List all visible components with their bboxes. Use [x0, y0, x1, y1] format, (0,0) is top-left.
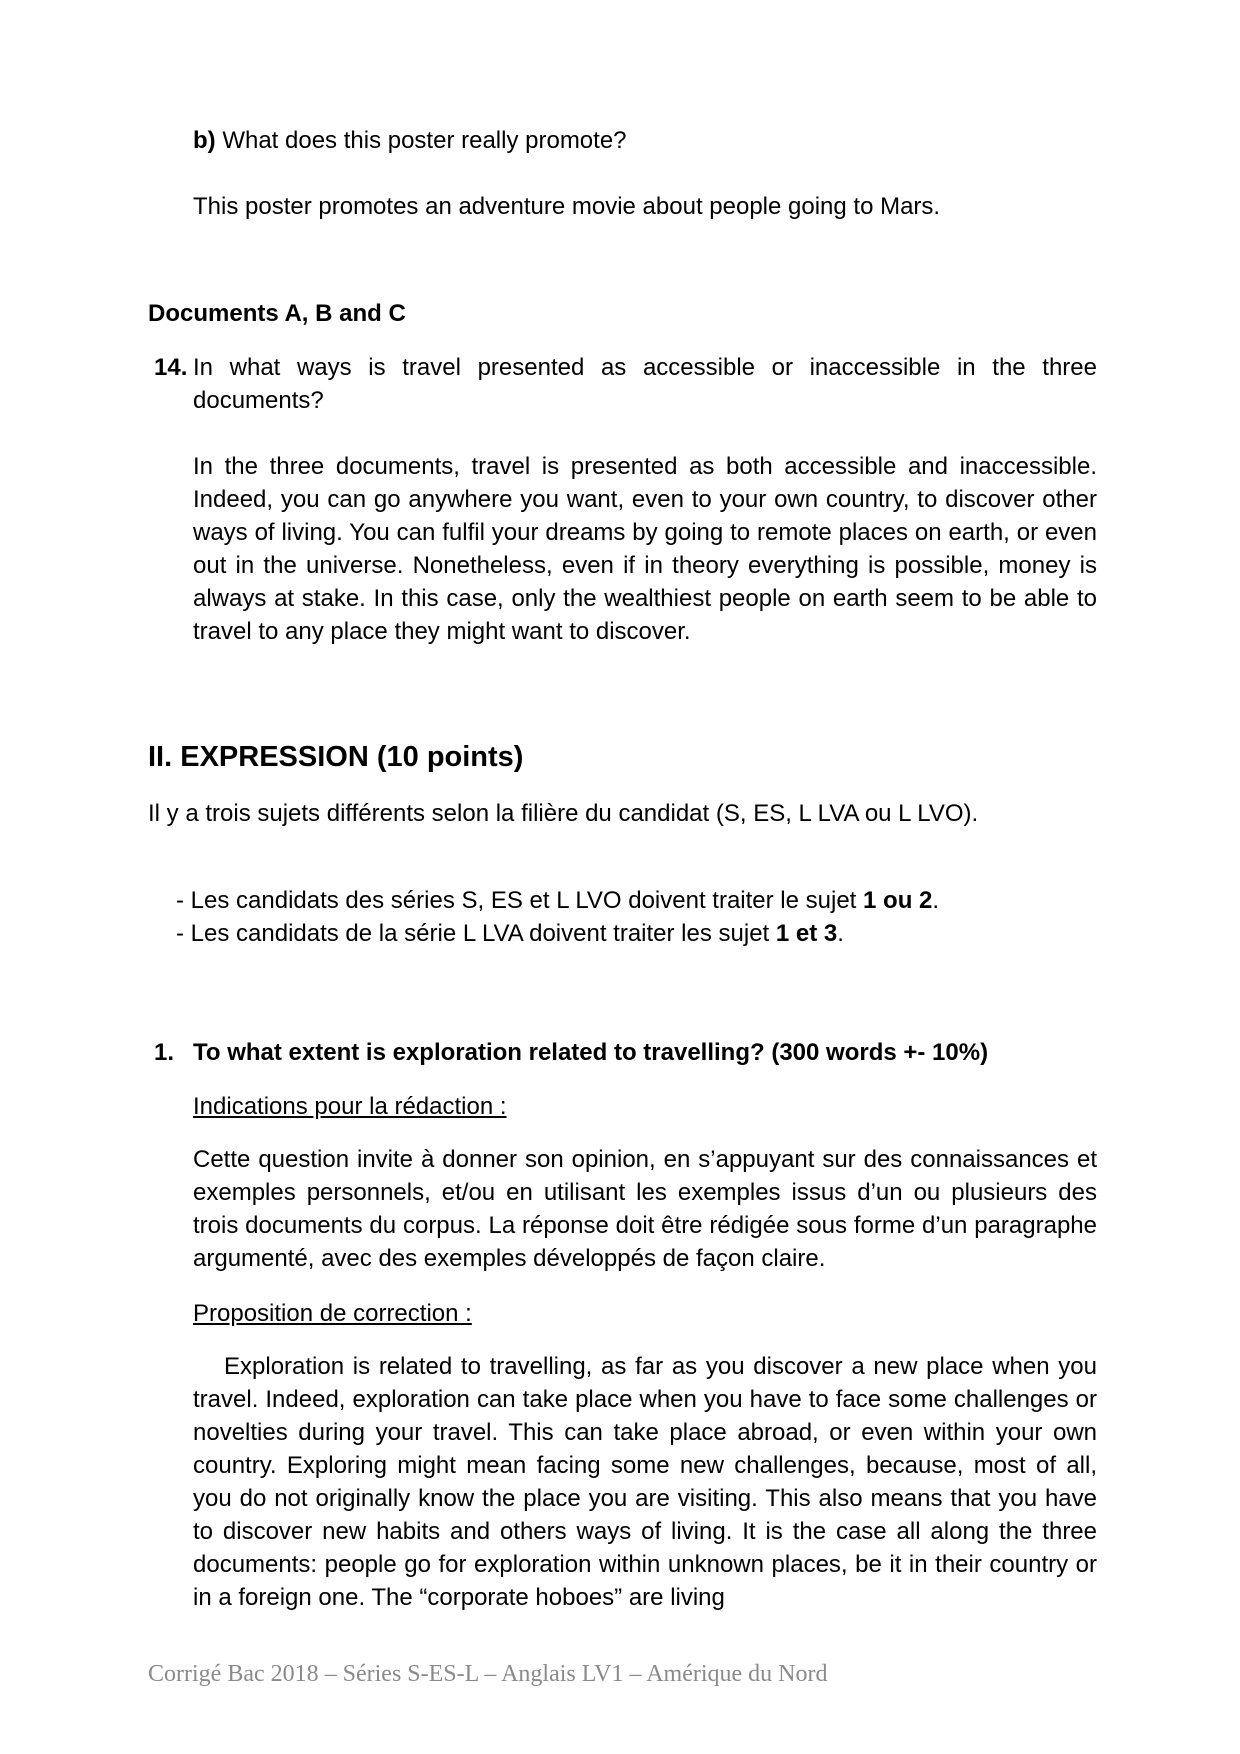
indications-text: Cette question invite à donner son opinion, en s’appuyant sur des connaissances et exemples personnels, et/ou en utilisant les exemples issus d’un ou plusieurs des trois documents du corpus. La réponse doit être rédigée sous forme d’un paragraphe argumenté, avec des exemples développés de façon claire. [193, 1146, 1097, 1272]
section-2-intro: Il y a trois sujets différents selon la filière du candidat (S, ES, L LVA ou L LVO). [148, 800, 979, 827]
documents-heading: Documents A, B and C [148, 300, 406, 327]
correction-text: Exploration is related to travelling, as far as you discover a new place when you travel. Indeed, exploration can take place when you have to face some challenges or novelties during your travel. This can take place abroad, or even within your own country. Exploring might mean facing some new challenges, because, most of all, you do not originally know the place you are visiting. This also means that you have to discover new habits and others ways of living. It is the case all along the three documents: people go for exploration within unknown places, be it in their country or in a foreign one. The “corporate hoboes” are living [193, 1353, 1097, 1611]
question-14-text: In what ways is travel presented as accessible or inaccessible in the three documents? [193, 354, 1097, 414]
indications-label: Indications pour la rédaction : [193, 1093, 507, 1120]
question-14-number: 14. [154, 354, 188, 381]
question-13b-label: b) [193, 127, 216, 154]
answer-13b: This poster promotes an adventure movie about people going to Mars. [193, 193, 941, 220]
answer-14: In the three documents, travel is presented as both accessible and inaccessible. Indeed, you can go anywhere you want, even to your own country, to discover other ways of living. You can fulfil your dreams by going to remote places on earth, or even out in the universe. Nonetheless, even if in theory everything is possible, money is always at stake. In this case, only the wealthiest people on earth seem to be able to travel to any place they might want to discover. [193, 453, 1097, 645]
subject-1-number: 1. [154, 1039, 175, 1066]
page-footer: Corrigé Bac 2018 – Séries S-ES-L – Anglais LV1 – Amérique du Nord [148, 1661, 828, 1687]
subject-1-title: To what extent is exploration related to travelling? (300 words +- 10%) [193, 1039, 989, 1066]
section-2-title: II. EXPRESSION (10 points) [148, 741, 524, 773]
question-13b-text: What does this poster really promote? [215, 127, 627, 154]
correction-label: Proposition de correction : [193, 1300, 472, 1327]
subject-choice-list [176, 884, 939, 950]
list-item: - Les candidats des séries S, ES et L LVO doivent traiter le sujet 1 ou 2. [176, 887, 940, 914]
question-13b [193, 124, 1097, 157]
list-item: - Les candidats de la série L LVA doivent traiter les sujet 1 et 3. [176, 920, 844, 947]
